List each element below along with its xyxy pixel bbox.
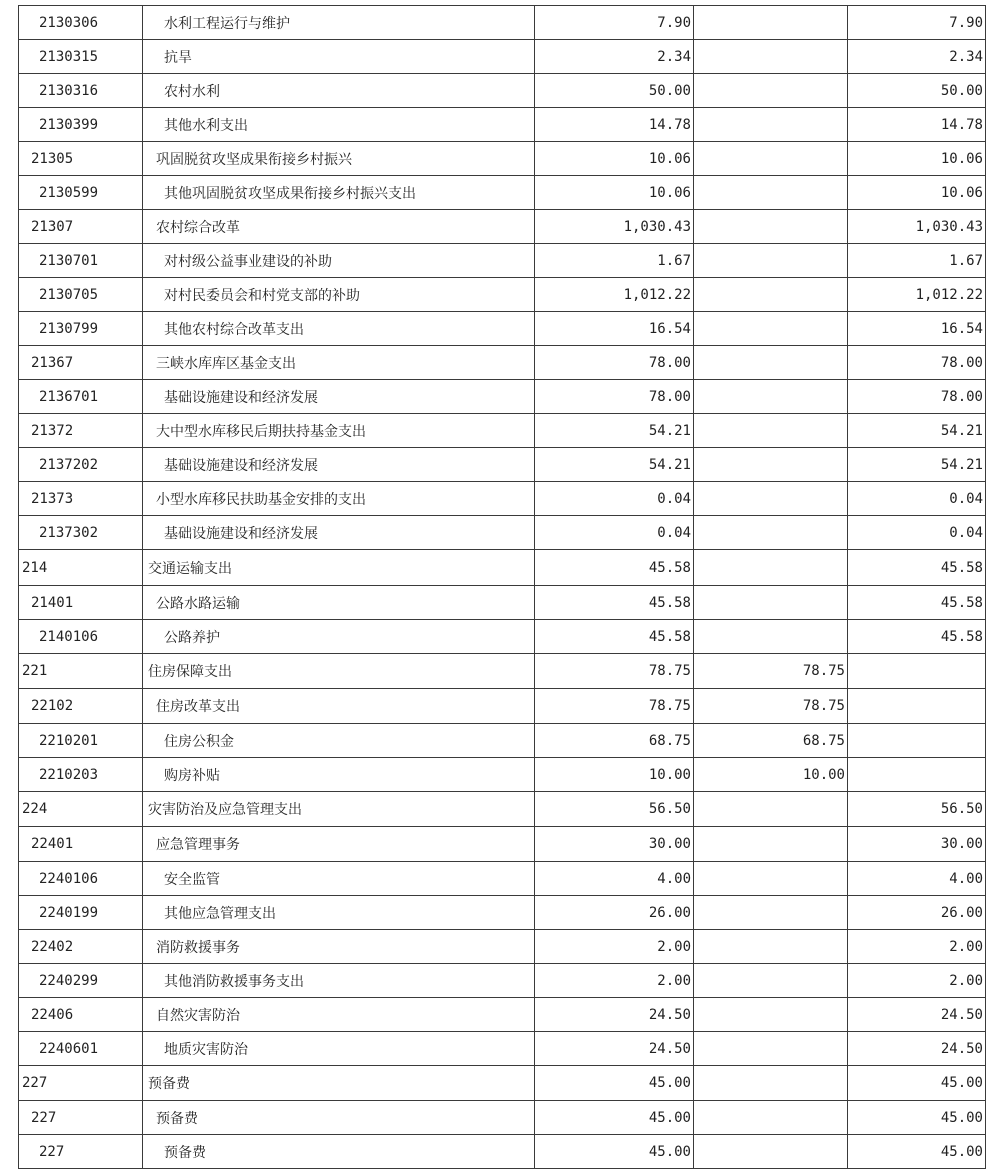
- table-row: [19, 210, 986, 244]
- row-basic: [694, 278, 848, 312]
- row-basic: [694, 176, 848, 210]
- row-name: 购房补贴: [143, 758, 535, 792]
- row-total: 24.50: [535, 1032, 694, 1066]
- row-basic: [694, 620, 848, 654]
- table-row: [19, 108, 986, 142]
- row-basic: [694, 448, 848, 482]
- row-project: 0.04: [848, 482, 986, 516]
- row-code: 21307: [19, 210, 143, 244]
- row-project: 50.00: [848, 74, 986, 108]
- row-project: [848, 724, 986, 758]
- row-name: 住房公积金: [143, 724, 535, 758]
- row-total: 45.58: [535, 550, 694, 586]
- row-project: 78.00: [848, 346, 986, 380]
- row-code: 2130315: [19, 40, 143, 74]
- row-name: 对村级公益事业建设的补助: [143, 244, 535, 278]
- row-total: 24.50: [535, 998, 694, 1032]
- row-total: 1,030.43: [535, 210, 694, 244]
- table-row: [19, 448, 986, 482]
- row-project: 45.58: [848, 550, 986, 586]
- row-total: 78.75: [535, 689, 694, 724]
- row-project: 54.21: [848, 448, 986, 482]
- row-total: 45.00: [535, 1066, 694, 1101]
- row-total: 7.90: [535, 6, 694, 40]
- row-basic: [694, 964, 848, 998]
- row-code: 2240299: [19, 964, 143, 998]
- table-row: [19, 827, 986, 862]
- row-name: 基础设施建设和经济发展: [143, 516, 535, 550]
- row-total: 68.75: [535, 724, 694, 758]
- row-name: 对村民委员会和村党支部的补助: [143, 278, 535, 312]
- row-code: 21305: [19, 142, 143, 176]
- row-total: 2.00: [535, 930, 694, 964]
- row-basic: [694, 142, 848, 176]
- row-name: 预备费: [143, 1135, 535, 1169]
- row-project: 78.00: [848, 380, 986, 414]
- row-basic: [694, 482, 848, 516]
- row-total: 54.21: [535, 414, 694, 448]
- table-row: [19, 312, 986, 346]
- row-basic: [694, 108, 848, 142]
- table-row: [19, 1135, 986, 1169]
- row-total: 30.00: [535, 827, 694, 862]
- row-code: 2130399: [19, 108, 143, 142]
- row-total: 1.67: [535, 244, 694, 278]
- row-name: 消防救援事务: [143, 930, 535, 964]
- row-project: 45.00: [848, 1135, 986, 1169]
- row-basic: [694, 244, 848, 278]
- row-total: 14.78: [535, 108, 694, 142]
- table-row: [19, 998, 986, 1032]
- row-project: 10.06: [848, 176, 986, 210]
- row-basic: [694, 1135, 848, 1169]
- row-project: 2.34: [848, 40, 986, 74]
- row-basic: [694, 6, 848, 40]
- table-row: [19, 586, 986, 620]
- row-total: 1,012.22: [535, 278, 694, 312]
- row-project: 4.00: [848, 862, 986, 896]
- row-project: 1,012.22: [848, 278, 986, 312]
- row-name: 自然灾害防治: [143, 998, 535, 1032]
- row-code: 221: [19, 654, 143, 689]
- row-name: 公路水路运输: [143, 586, 535, 620]
- row-project: 1,030.43: [848, 210, 986, 244]
- table-row: [19, 346, 986, 380]
- row-code: 22401: [19, 827, 143, 862]
- row-total: 10.00: [535, 758, 694, 792]
- budget-table: [18, 5, 986, 1169]
- row-name: 水利工程运行与维护: [143, 6, 535, 40]
- row-total: 2.00: [535, 964, 694, 998]
- row-code: 214: [19, 550, 143, 586]
- row-code: 2210201: [19, 724, 143, 758]
- row-project: 54.21: [848, 414, 986, 448]
- row-code: 22402: [19, 930, 143, 964]
- table-row: [19, 896, 986, 930]
- table-row: [19, 758, 986, 792]
- row-code: 22102: [19, 689, 143, 724]
- table-row: [19, 724, 986, 758]
- row-code: 2210203: [19, 758, 143, 792]
- row-basic: [694, 40, 848, 74]
- row-total: 16.54: [535, 312, 694, 346]
- table-row: [19, 40, 986, 74]
- row-project: 7.90: [848, 6, 986, 40]
- row-basic: [694, 210, 848, 244]
- row-code: 2140106: [19, 620, 143, 654]
- row-name: 其他应急管理支出: [143, 896, 535, 930]
- row-basic: [694, 414, 848, 448]
- row-total: 45.58: [535, 620, 694, 654]
- row-code: 227: [19, 1066, 143, 1101]
- row-project: 10.06: [848, 142, 986, 176]
- row-total: 45.00: [535, 1101, 694, 1135]
- row-name: 农村水利: [143, 74, 535, 108]
- row-total: 4.00: [535, 862, 694, 896]
- row-code: 2136701: [19, 380, 143, 414]
- row-total: 78.75: [535, 654, 694, 689]
- row-basic: [694, 346, 848, 380]
- table-row: [19, 414, 986, 448]
- row-total: 0.04: [535, 482, 694, 516]
- table-row: [19, 1101, 986, 1135]
- table-row: [19, 620, 986, 654]
- row-basic: 78.75: [694, 654, 848, 689]
- row-project: 30.00: [848, 827, 986, 862]
- row-basic: [694, 380, 848, 414]
- row-code: 2240199: [19, 896, 143, 930]
- row-code: 2137302: [19, 516, 143, 550]
- row-total: 2.34: [535, 40, 694, 74]
- row-code: 2130306: [19, 6, 143, 40]
- row-project: 2.00: [848, 930, 986, 964]
- row-total: 26.00: [535, 896, 694, 930]
- row-basic: [694, 1066, 848, 1101]
- row-code: 21401: [19, 586, 143, 620]
- row-code: 21373: [19, 482, 143, 516]
- table-row: [19, 244, 986, 278]
- row-basic: [694, 1101, 848, 1135]
- row-basic: [694, 896, 848, 930]
- row-project: 56.50: [848, 792, 986, 827]
- row-code: 2130599: [19, 176, 143, 210]
- table-row: [19, 1032, 986, 1066]
- row-code: 2240106: [19, 862, 143, 896]
- row-name: 其他农村综合改革支出: [143, 312, 535, 346]
- row-code: 22406: [19, 998, 143, 1032]
- table-row: [19, 862, 986, 896]
- row-total: 10.06: [535, 142, 694, 176]
- row-basic: [694, 74, 848, 108]
- row-basic: [694, 792, 848, 827]
- row-project: 14.78: [848, 108, 986, 142]
- row-project: 26.00: [848, 896, 986, 930]
- row-project: 16.54: [848, 312, 986, 346]
- row-project: 24.50: [848, 1032, 986, 1066]
- row-name: 其他巩固脱贫攻坚成果衔接乡村振兴支出: [143, 176, 535, 210]
- row-total: 56.50: [535, 792, 694, 827]
- row-basic: 78.75: [694, 689, 848, 724]
- row-project: [848, 689, 986, 724]
- table-row: [19, 142, 986, 176]
- row-name: 住房改革支出: [143, 689, 535, 724]
- row-project: 45.00: [848, 1066, 986, 1101]
- table-row: [19, 380, 986, 414]
- row-name: 其他水利支出: [143, 108, 535, 142]
- row-name: 大中型水库移民后期扶持基金支出: [143, 414, 535, 448]
- row-basic: [694, 550, 848, 586]
- row-project: 1.67: [848, 244, 986, 278]
- row-code: 2130799: [19, 312, 143, 346]
- row-name: 其他消防救援事务支出: [143, 964, 535, 998]
- row-name: 地质灾害防治: [143, 1032, 535, 1066]
- row-name: 三峡水库库区基金支出: [143, 346, 535, 380]
- row-total: 0.04: [535, 516, 694, 550]
- row-basic: [694, 312, 848, 346]
- row-name: 基础设施建设和经济发展: [143, 380, 535, 414]
- row-total: 45.00: [535, 1135, 694, 1169]
- table-row: [19, 550, 986, 586]
- row-code: 227: [19, 1101, 143, 1135]
- table-row: [19, 482, 986, 516]
- row-basic: [694, 862, 848, 896]
- row-project: 45.58: [848, 620, 986, 654]
- row-name: 预备费: [143, 1066, 535, 1101]
- row-name: 预备费: [143, 1101, 535, 1135]
- row-name: 农村综合改革: [143, 210, 535, 244]
- row-code: 21372: [19, 414, 143, 448]
- table-row: [19, 654, 986, 689]
- row-basic: [694, 827, 848, 862]
- table-row: [19, 6, 986, 40]
- table-row: [19, 792, 986, 827]
- table-row: [19, 176, 986, 210]
- row-name: 抗旱: [143, 40, 535, 74]
- row-name: 巩固脱贫攻坚成果衔接乡村振兴: [143, 142, 535, 176]
- row-name: 安全监管: [143, 862, 535, 896]
- row-basic: [694, 930, 848, 964]
- row-code: 2137202: [19, 448, 143, 482]
- row-code: 2130701: [19, 244, 143, 278]
- row-total: 10.06: [535, 176, 694, 210]
- row-name: 灾害防治及应急管理支出: [143, 792, 535, 827]
- row-total: 54.21: [535, 448, 694, 482]
- budget-table-body: [19, 6, 986, 1169]
- row-total: 78.00: [535, 380, 694, 414]
- row-name: 公路养护: [143, 620, 535, 654]
- row-code: 21367: [19, 346, 143, 380]
- row-basic: [694, 586, 848, 620]
- row-code: 2240601: [19, 1032, 143, 1066]
- table-row: [19, 964, 986, 998]
- row-name: 小型水库移民扶助基金安排的支出: [143, 482, 535, 516]
- table-row: [19, 74, 986, 108]
- row-total: 50.00: [535, 74, 694, 108]
- row-basic: [694, 998, 848, 1032]
- row-project: 24.50: [848, 998, 986, 1032]
- row-code: 224: [19, 792, 143, 827]
- row-basic: 68.75: [694, 724, 848, 758]
- row-project: [848, 654, 986, 689]
- row-code: 2130705: [19, 278, 143, 312]
- row-project: 45.58: [848, 586, 986, 620]
- row-total: 45.58: [535, 586, 694, 620]
- table-row: [19, 1066, 986, 1101]
- row-total: 78.00: [535, 346, 694, 380]
- row-name: 应急管理事务: [143, 827, 535, 862]
- row-basic: [694, 1032, 848, 1066]
- table-row: [19, 516, 986, 550]
- row-name: 住房保障支出: [143, 654, 535, 689]
- table-row: [19, 278, 986, 312]
- row-project: [848, 758, 986, 792]
- row-project: 0.04: [848, 516, 986, 550]
- row-code: 2130316: [19, 74, 143, 108]
- row-code: 227: [19, 1135, 143, 1169]
- row-name: 基础设施建设和经济发展: [143, 448, 535, 482]
- row-project: 45.00: [848, 1101, 986, 1135]
- row-name: 交通运输支出: [143, 550, 535, 586]
- table-row: [19, 930, 986, 964]
- row-basic: [694, 516, 848, 550]
- table-row: [19, 689, 986, 724]
- row-project: 2.00: [848, 964, 986, 998]
- row-basic: 10.00: [694, 758, 848, 792]
